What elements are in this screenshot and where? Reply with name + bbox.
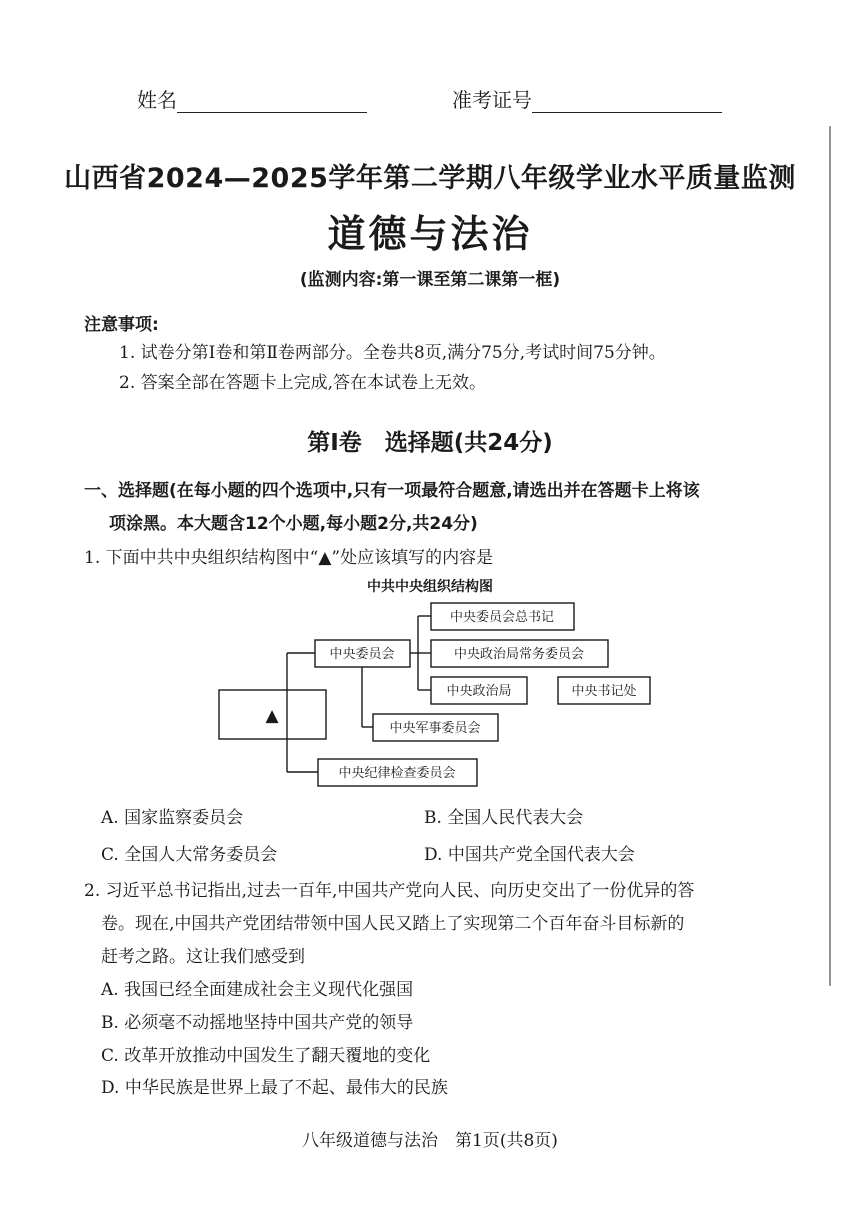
notice-item: 2. 答案全部在答题卡上完成,答在本试卷上无效。: [119, 373, 487, 393]
secretariat-label: 中央书记处: [571, 684, 637, 699]
question-2-stem-cont: 卷。现在,中国共产党团结带领中国人民又踏上了实现第二个百年奋斗目标新的: [101, 914, 685, 934]
q1-option-c: C. 全国人大常务委员会: [101, 845, 278, 865]
subject-title: 道德与法治: [327, 212, 533, 256]
question-2-stem-cont: 赶考之路。这让我们感受到: [101, 947, 305, 967]
q2-option-d: D. 中华民族是世界上最了不起、最伟大的民族: [101, 1078, 448, 1098]
q1-option-b: B. 全国人民代表大会: [424, 808, 584, 828]
page-footer: 八年级道德与法治 第1页(共8页): [302, 1131, 558, 1151]
question-1-stem: 1. 下面中共中央组织结构图中“▲”处应该填写的内容是: [84, 548, 494, 568]
section-instruction-cont: 项涂黑。本大题含12个小题,每小题2分,共24分): [109, 514, 478, 534]
section-instruction: 一、选择题(在每小题的四个选项中,只有一项最符合题意,请选出并在答题卡上将该: [84, 481, 700, 501]
q2-option-a: A. 我国已经全面建成社会主义现代化强国: [101, 980, 414, 1000]
politburo-label: 中央政治局: [446, 684, 512, 699]
name-label: 姓名: [137, 88, 177, 112]
military-commission-label: 中央军事委员会: [389, 721, 481, 736]
root-triangle-marker: ▲: [265, 706, 279, 726]
notice-title: 注意事项:: [84, 315, 159, 335]
central-committee-label: 中央委员会: [329, 647, 395, 662]
standing-committee-label: 中央政治局常务委员会: [453, 647, 585, 662]
part-title: 第Ⅰ卷 选择题(共24分): [307, 430, 553, 456]
discipline-commission-label: 中央纪律检查委员会: [338, 766, 456, 781]
q1-option-d: D. 中国共产党全国代表大会: [424, 845, 635, 865]
q2-option-b: B. 必须毫不动摇地坚持中国共产党的领导: [101, 1013, 414, 1033]
diagram-title: 中共中央组织结构图: [367, 579, 493, 595]
q1-option-a: A. 国家监察委员会: [101, 808, 244, 828]
q2-option-c: C. 改革开放推动中国发生了翻天覆地的变化: [101, 1046, 431, 1066]
general-secretary-label: 中央委员会总书记: [449, 610, 555, 625]
ticket-label: 准考证号: [452, 88, 532, 112]
exam-scope: (监测内容:第一课至第二课第一框): [299, 270, 561, 290]
exam-title: 山西省2024—2025学年第二学期八年级学业水平质量监测: [64, 163, 796, 194]
notice-item: 1. 试卷分第Ⅰ卷和第Ⅱ卷两部分。全卷共8页,满分75分,考试时间75分钟。: [119, 343, 666, 363]
question-2-stem: 2. 习近平总书记指出,过去一百年,中国共产党向人民、向历史交出了一份优异的答: [84, 881, 695, 901]
